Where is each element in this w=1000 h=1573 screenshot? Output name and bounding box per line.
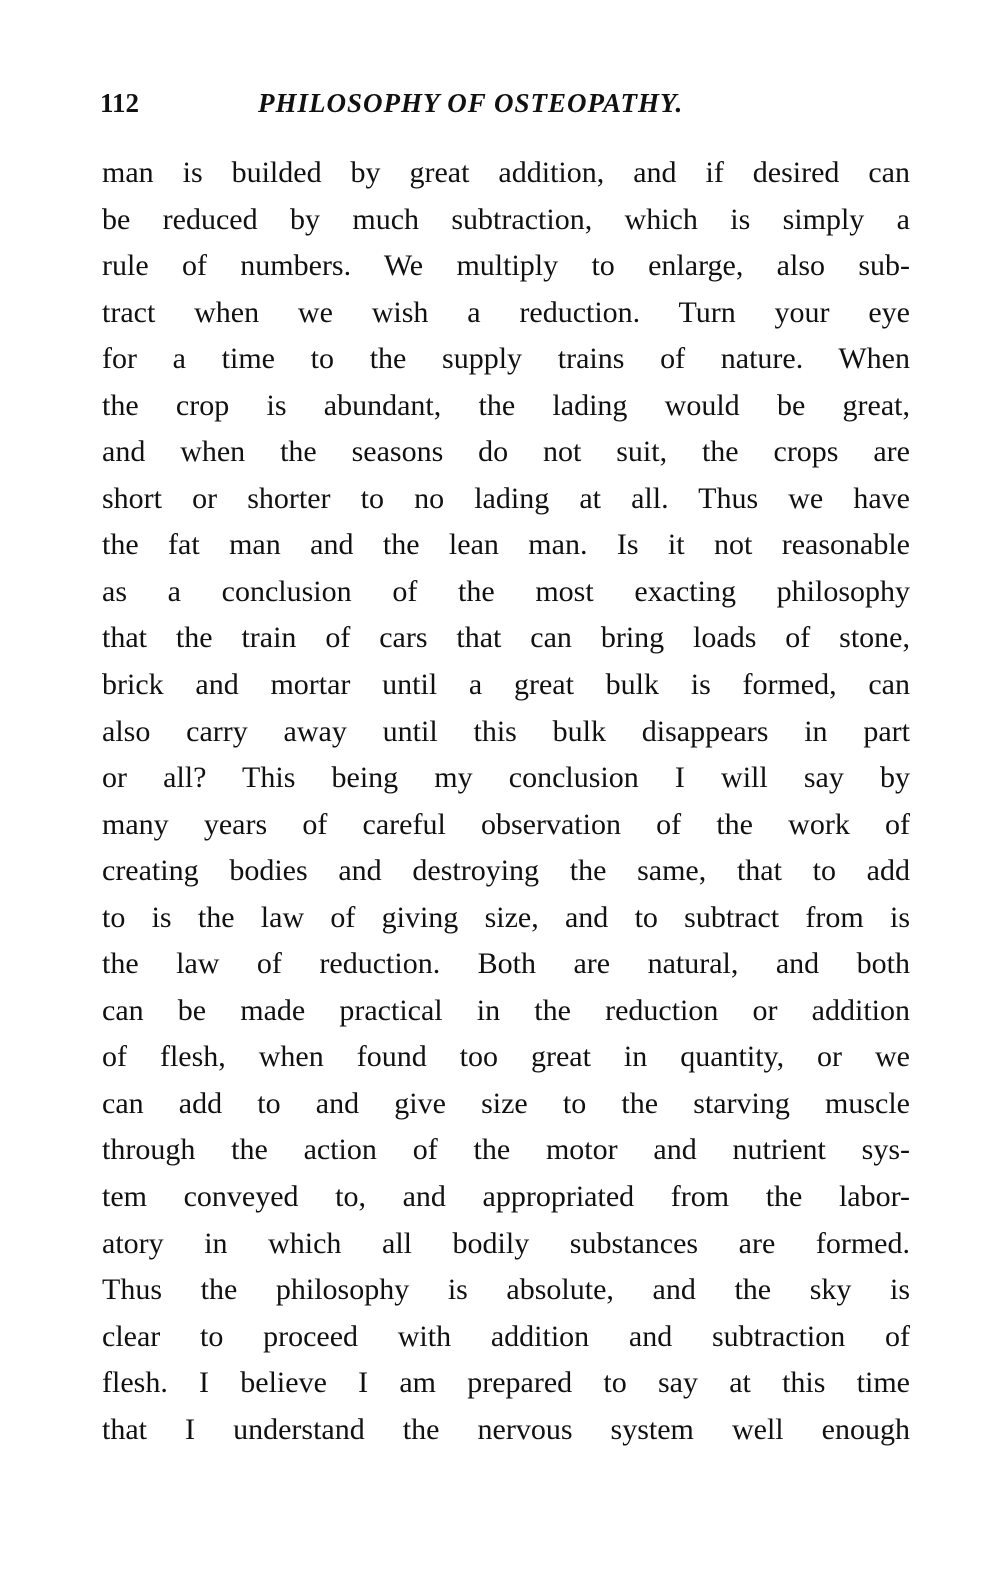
text-line: that the train of cars that can bring loads of stone,	[102, 621, 910, 655]
text-line: as a conclusion of the most exacting philosophy	[102, 574, 910, 608]
text-line: atory in which all bodily substances are formed.	[102, 1226, 910, 1260]
text-line: can be made practical in the reduction or addition	[102, 993, 910, 1027]
page-number: 112	[100, 88, 140, 118]
text-line: Thus the philosophy is absolute, and the sky is	[102, 1273, 910, 1307]
text-line: of flesh, when found too great in quantity, or we	[102, 1040, 910, 1074]
text-line: the law of reduction. Both are natural, and both	[102, 947, 910, 981]
body-text	[102, 150, 910, 1453]
text-line: tract when we wish a reduction. Turn your eye	[102, 295, 910, 329]
text-line: brick and mortar until a great bulk is formed, can	[102, 668, 910, 702]
text-line: the crop is abundant, the lading would be great,	[102, 388, 910, 422]
text-line: to is the law of giving size, and to subtract from is	[102, 900, 910, 934]
text-line: can add to and give size to the starving muscle	[102, 1086, 910, 1120]
text-line: or all? This being my conclusion I will say by	[102, 761, 910, 795]
text-line: rule of numbers. We multiply to enlarge, also sub-	[102, 249, 910, 283]
text-line: through the action of the motor and nutrient sys-	[102, 1133, 910, 1167]
text-line: flesh. I believe I am prepared to say at this time	[102, 1366, 910, 1400]
text-line: short or shorter to no lading at all. Thus we have	[102, 481, 910, 515]
text-line: and when the seasons do not suit, the crops are	[102, 435, 910, 469]
text-line: many years of careful observation of the work of	[102, 807, 910, 841]
text-line: also carry away until this bulk disappears in part	[102, 714, 910, 748]
running-title: PHILOSOPHY OF OSTEOPATHY.	[258, 88, 684, 118]
text-line: that I understand the nervous system well enough	[102, 1412, 910, 1446]
text-line: clear to proceed with addition and subtraction of	[102, 1319, 910, 1353]
text-line: the fat man and the lean man. Is it not reasonable	[102, 528, 910, 562]
text-line: be reduced by much subtraction, which is simply a	[102, 202, 910, 236]
text-line: tem conveyed to, and appropriated from the labor-	[102, 1180, 910, 1214]
text-line: for a time to the supply trains of nature. When	[102, 342, 910, 376]
text-line: creating bodies and destroying the same, that to add	[102, 854, 910, 888]
text-line: man is builded by great addition, and if desired can	[102, 156, 910, 189]
